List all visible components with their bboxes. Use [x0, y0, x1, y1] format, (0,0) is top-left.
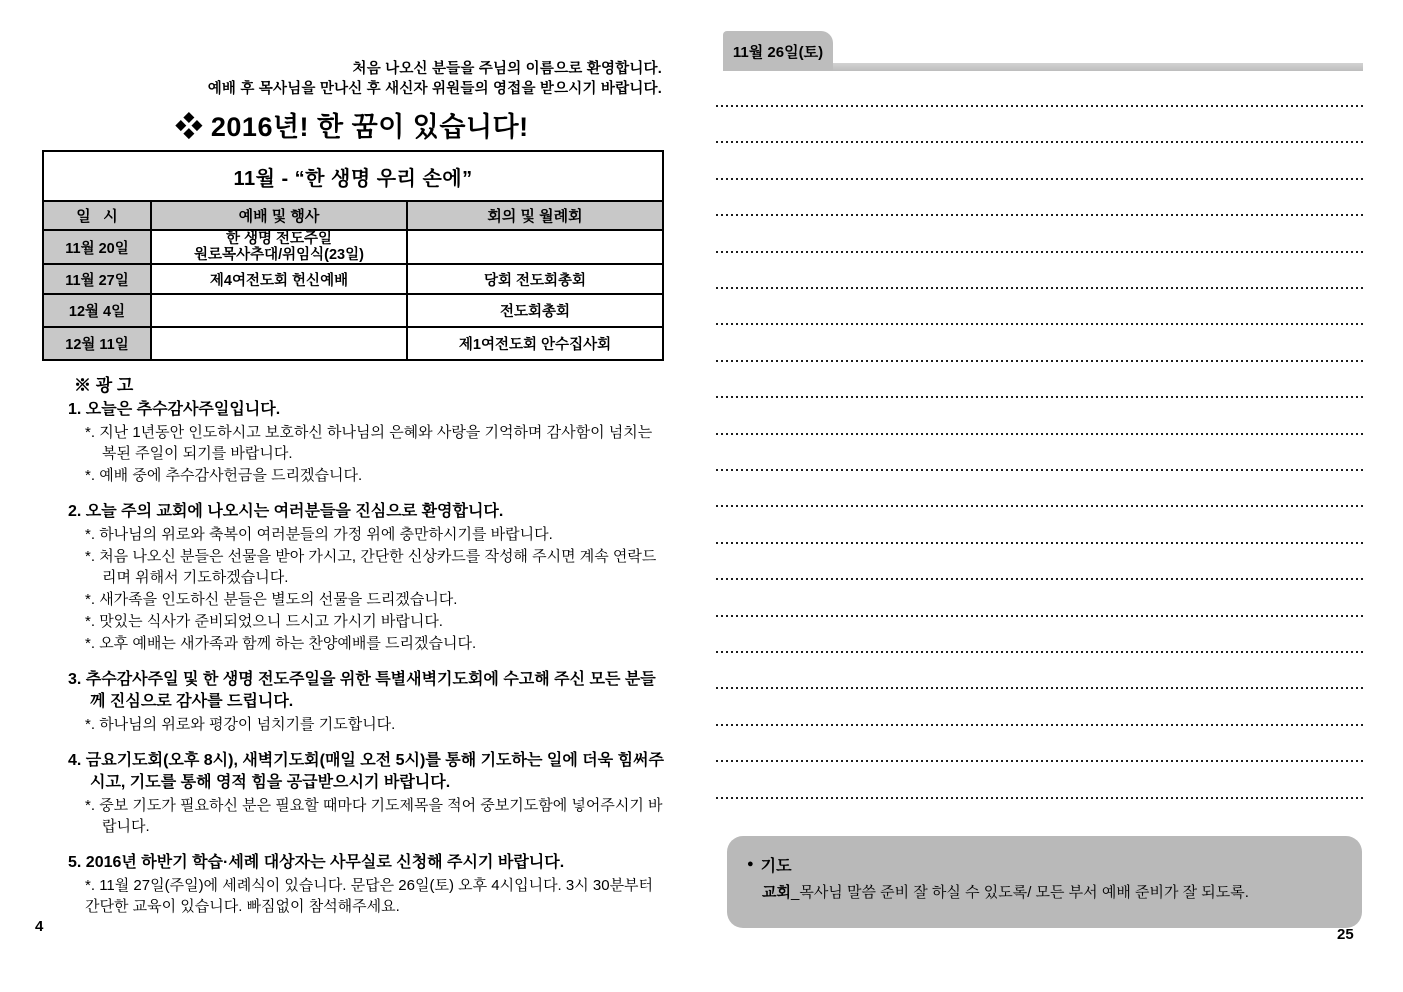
- prayer-title-row: [747, 853, 1342, 876]
- announcement-number: 2.: [68, 503, 82, 520]
- announcement-item: [68, 399, 668, 486]
- column-header-date: 일 시: [43, 201, 151, 230]
- meeting-cell: [407, 230, 663, 264]
- note-line: [716, 760, 1363, 762]
- announcement-sub: *. 하나님의 위로와 축복이 여러분들의 가정 위에 충만하시기를 바랍니다.: [85, 526, 553, 543]
- sub-bullet: *.: [85, 797, 96, 814]
- welcome-line-1: 처음 나오신 분들을 주님의 이름으로 환영합니다.: [352, 61, 662, 77]
- date-cell: 11월 20일: [43, 230, 151, 264]
- date-cell: 12월 11일: [43, 327, 151, 360]
- table-title: 11월 - “한 생명 우리 손에”: [43, 151, 663, 201]
- note-line: [716, 105, 1363, 107]
- announcement-sub: *. 오후 예배는 새가족과 함께 하는 찬양예배를 드리겠습니다.: [85, 635, 477, 652]
- note-line: [716, 360, 1363, 362]
- page-number-left: 4: [35, 918, 44, 935]
- table-row: [43, 230, 663, 264]
- announcement-sub: *. 11월 27일(주일)에 세례식이 있습니다. 문답은 26일(토) 오후 4시입니다. 3시 30분부터 간단한 교육이 있습니다. 빠짐없이 참석해주세요.: [85, 877, 654, 915]
- note-line: [716, 651, 1363, 653]
- announcement-sub: *. 처음 나오신 분들은 선물을 받아 가시고, 간단한 신상카드를 작성해 주시면 계속 연락드리며 위해서 기도하겠습니다.: [85, 548, 657, 586]
- prayer-body: [747, 881, 1342, 902]
- announcement-sub: *. 중보 기도가 필요하신 분은 필요할 때마다 기도제목을 적어 중보기도함에 넣어주시기 바랍니다.: [85, 797, 663, 835]
- event-cell: [151, 327, 407, 360]
- prayer-rest: _목사님 말씀 준비 잘 하실 수 있도록/ 모든 부서 예배 준비가 잘 되도록.: [790, 884, 1249, 901]
- table-row: [43, 294, 663, 327]
- event-line: 한 생명 전도주일: [225, 231, 333, 247]
- schedule-table: [42, 150, 664, 361]
- notice-heading: ※ 광 고: [74, 376, 134, 395]
- announcement-title: 4. 금요기도회(오후 8시), 새벽기도회(매일 오전 5시)를 통해 기도하는 일에 더욱 힘써주시고, 기도를 통해 영적 힘을 공급받으시기 바랍니다.: [68, 752, 664, 791]
- note-line: [716, 505, 1363, 507]
- sub-bullet: *.: [85, 635, 96, 652]
- meeting-cell: 당회 전도회총회: [407, 264, 663, 294]
- sub-bullet: *.: [85, 526, 96, 543]
- event-line: 원로목사추대/위임식(23일): [194, 247, 364, 263]
- date-tab: 11월 26일(토): [723, 31, 833, 71]
- announcement-sub: *. 지난 1년동안 인도하시고 보호하신 하나님의 은혜와 사랑을 기억하며 감사함이 넘치는 복된 주일이 되기를 바랍니다.: [85, 424, 653, 462]
- announcement-title: 1. 오늘은 추수감사주일입니다.: [68, 401, 281, 418]
- announcement-number: 5.: [68, 854, 82, 871]
- note-line: [716, 178, 1363, 180]
- note-line: [716, 469, 1363, 471]
- note-line: [716, 323, 1363, 325]
- announcement-sub: *. 하나님의 위로와 평강이 넘치기를 기도합니다.: [85, 716, 396, 733]
- table-row: [43, 264, 663, 294]
- date-cell: 12월 4일: [43, 294, 151, 327]
- announcement-sub: *. 예배 중에 추수감사헌금을 드리겠습니다.: [85, 467, 363, 484]
- event-cell: 제4여전도회 헌신예배: [151, 264, 407, 294]
- prayer-box: [727, 836, 1362, 928]
- note-line: [716, 687, 1363, 689]
- announcement-item: [68, 501, 668, 654]
- announcement-title: 3. 추수감사주일 및 한 생명 전도주일을 위한 특별새벽기도회에 수고해 주신 모든 분들께 진심으로 감사를 드립니다.: [68, 671, 656, 710]
- note-line: [716, 542, 1363, 544]
- prayer-lead: 교회: [762, 884, 791, 901]
- meeting-cell: 전도회총회: [407, 294, 663, 327]
- note-line: [716, 433, 1363, 435]
- announcement-number: 1.: [68, 401, 82, 418]
- sub-bullet: *.: [85, 613, 96, 630]
- welcome-line-2: 예배 후 목사님을 만나신 후 새신자 위원들의 영접을 받으시기 바랍니다.: [207, 80, 662, 97]
- note-line: [716, 797, 1363, 799]
- announcement-sub: *. 맛있는 식사가 준비되었으니 드시고 가시기 바랍니다.: [85, 613, 443, 630]
- page-number-right: 25: [1337, 926, 1354, 943]
- note-line: [716, 615, 1363, 617]
- sub-bullet: *.: [85, 548, 96, 565]
- sub-bullet: *.: [85, 467, 96, 484]
- sub-bullet: *.: [85, 424, 96, 441]
- announcement-number: 3.: [68, 671, 82, 688]
- note-line: [716, 214, 1363, 216]
- welcome-note: [160, 60, 662, 99]
- note-line: [716, 141, 1363, 143]
- table-row: [43, 327, 663, 360]
- note-line: [716, 578, 1363, 580]
- bullet-icon: ●: [747, 858, 754, 870]
- note-line: [716, 287, 1363, 289]
- column-header-meeting: 회의 및 월례회: [407, 201, 663, 230]
- meeting-cell: 제1여전도회 안수집사회: [407, 327, 663, 360]
- sub-bullet: *.: [85, 591, 96, 608]
- announcement-sub: *. 새가족을 인도하신 분들은 별도의 선물을 드리겠습니다.: [85, 591, 458, 608]
- announcement-title: 5. 2016년 하반기 학습·세례 대상자는 사무실로 신청해 주시기 바랍니다.: [68, 854, 565, 871]
- note-line: [716, 251, 1363, 253]
- event-cell: [151, 230, 407, 264]
- announcements: [68, 399, 668, 932]
- prayer-title: 기도: [760, 858, 792, 875]
- event-cell: [151, 294, 407, 327]
- column-header-event: 예배 및 행사: [151, 201, 407, 230]
- announcement-item: [68, 750, 668, 837]
- sub-bullet: *.: [85, 877, 96, 894]
- announcement-item: [68, 852, 668, 917]
- note-line: [716, 396, 1363, 398]
- date-cell: 11월 27일: [43, 264, 151, 294]
- note-line: [716, 724, 1363, 726]
- page-title: ❖ 2016년! 한 꿈이 있습니다!: [175, 112, 529, 142]
- announcement-item: [68, 669, 668, 735]
- sub-bullet: *.: [85, 716, 96, 733]
- announcement-title: 2. 오늘 주의 교회에 나오시는 여러분들을 진심으로 환영합니다.: [68, 503, 504, 520]
- announcement-number: 4.: [68, 752, 82, 769]
- table-header-row: [43, 201, 663, 230]
